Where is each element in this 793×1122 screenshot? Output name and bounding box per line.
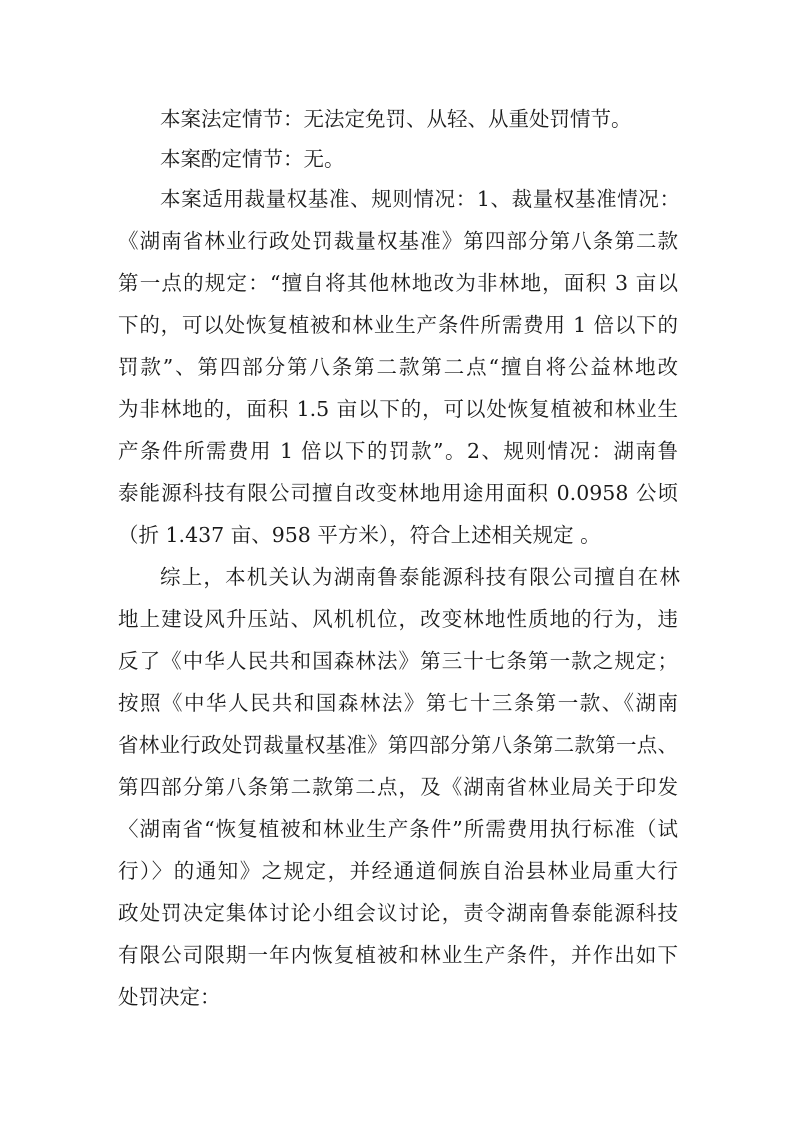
paragraph-discretion-standard-line: 泰能源科技有限公司擅自改变林地用途用面积 0.0958 公顷 [118,481,678,505]
paragraph-conclusion-line: 政处罚决定集体讨论小组会议讨论，责令湖南鲁泰能源科技 [118,901,678,925]
paragraph-discretion-standard-line: 下的，可以处恢复植被和林业生产条件所需费用 1 倍以下的 [118,313,678,337]
paragraph-conclusion-line: 有限公司限期一年内恢复植被和林业生产条件，并作出如下 [118,943,678,967]
paragraph-discretion-standard-line: 本案适用裁量权基准、规则情况：1、裁量权基准情况： [160,187,680,211]
paragraph-discretion-standard-line: 为非林地的，面积 1.5 亩以下的，可以处恢复植被和林业生 [118,397,678,421]
paragraph-conclusion-line: 反了《中华人民共和国森林法》第三十七条第一款之规定； [118,649,678,673]
paragraph-conclusion-line: 行）〉的通知》之规定，并经通道侗族自治县林业局重大行 [118,859,678,883]
paragraph-conclusion-line: 〈湖南省“恢复植被和林业生产条件”所需费用执行标准（试 [118,817,678,841]
paragraph-conclusion-line: 第四部分第八条第二款第二点，及《湖南省林业局关于印发 [118,775,678,799]
paragraph-conclusion-line: 综上，本机关认为湖南鲁泰能源科技有限公司擅自在林 [160,565,680,589]
paragraph-statutory-circumstances: 本案法定情节：无法定免罚、从轻、从重处罚情节。 [160,107,632,131]
paragraph-conclusion-line: 处罚决定： [118,985,221,1009]
paragraph-discretionary-circumstances: 本案酌定情节：无。 [160,147,345,171]
paragraph-discretion-standard-line: 罚款”、第四部分第八条第二款第二点“擅自将公益林地改 [118,355,678,379]
paragraph-discretion-standard-line: 产条件所需费用 1 倍以下的罚款”。2、规则情况：湖南鲁 [118,439,678,463]
paragraph-discretion-standard-line: （折 1.437 亩、958 平方米），符合上述相关规定 。 [118,523,601,547]
paragraph-discretion-standard-line: 第一点的规定：“擅自将其他林地改为非林地，面积 3 亩以 [118,271,678,295]
paragraph-conclusion-line: 地上建设风升压站、风机机位，改变林地性质地的行为，违 [118,607,678,631]
paragraph-conclusion-line: 省林业行政处罚裁量权基准》第四部分第八条第二款第一点、 [118,733,678,757]
paragraph-discretion-standard-line: 《湖南省林业行政处罚裁量权基准》第四部分第八条第二款 [118,229,678,253]
paragraph-conclusion-line: 按照《中华人民共和国森林法》第七十三条第一款、《湖南 [118,691,678,715]
